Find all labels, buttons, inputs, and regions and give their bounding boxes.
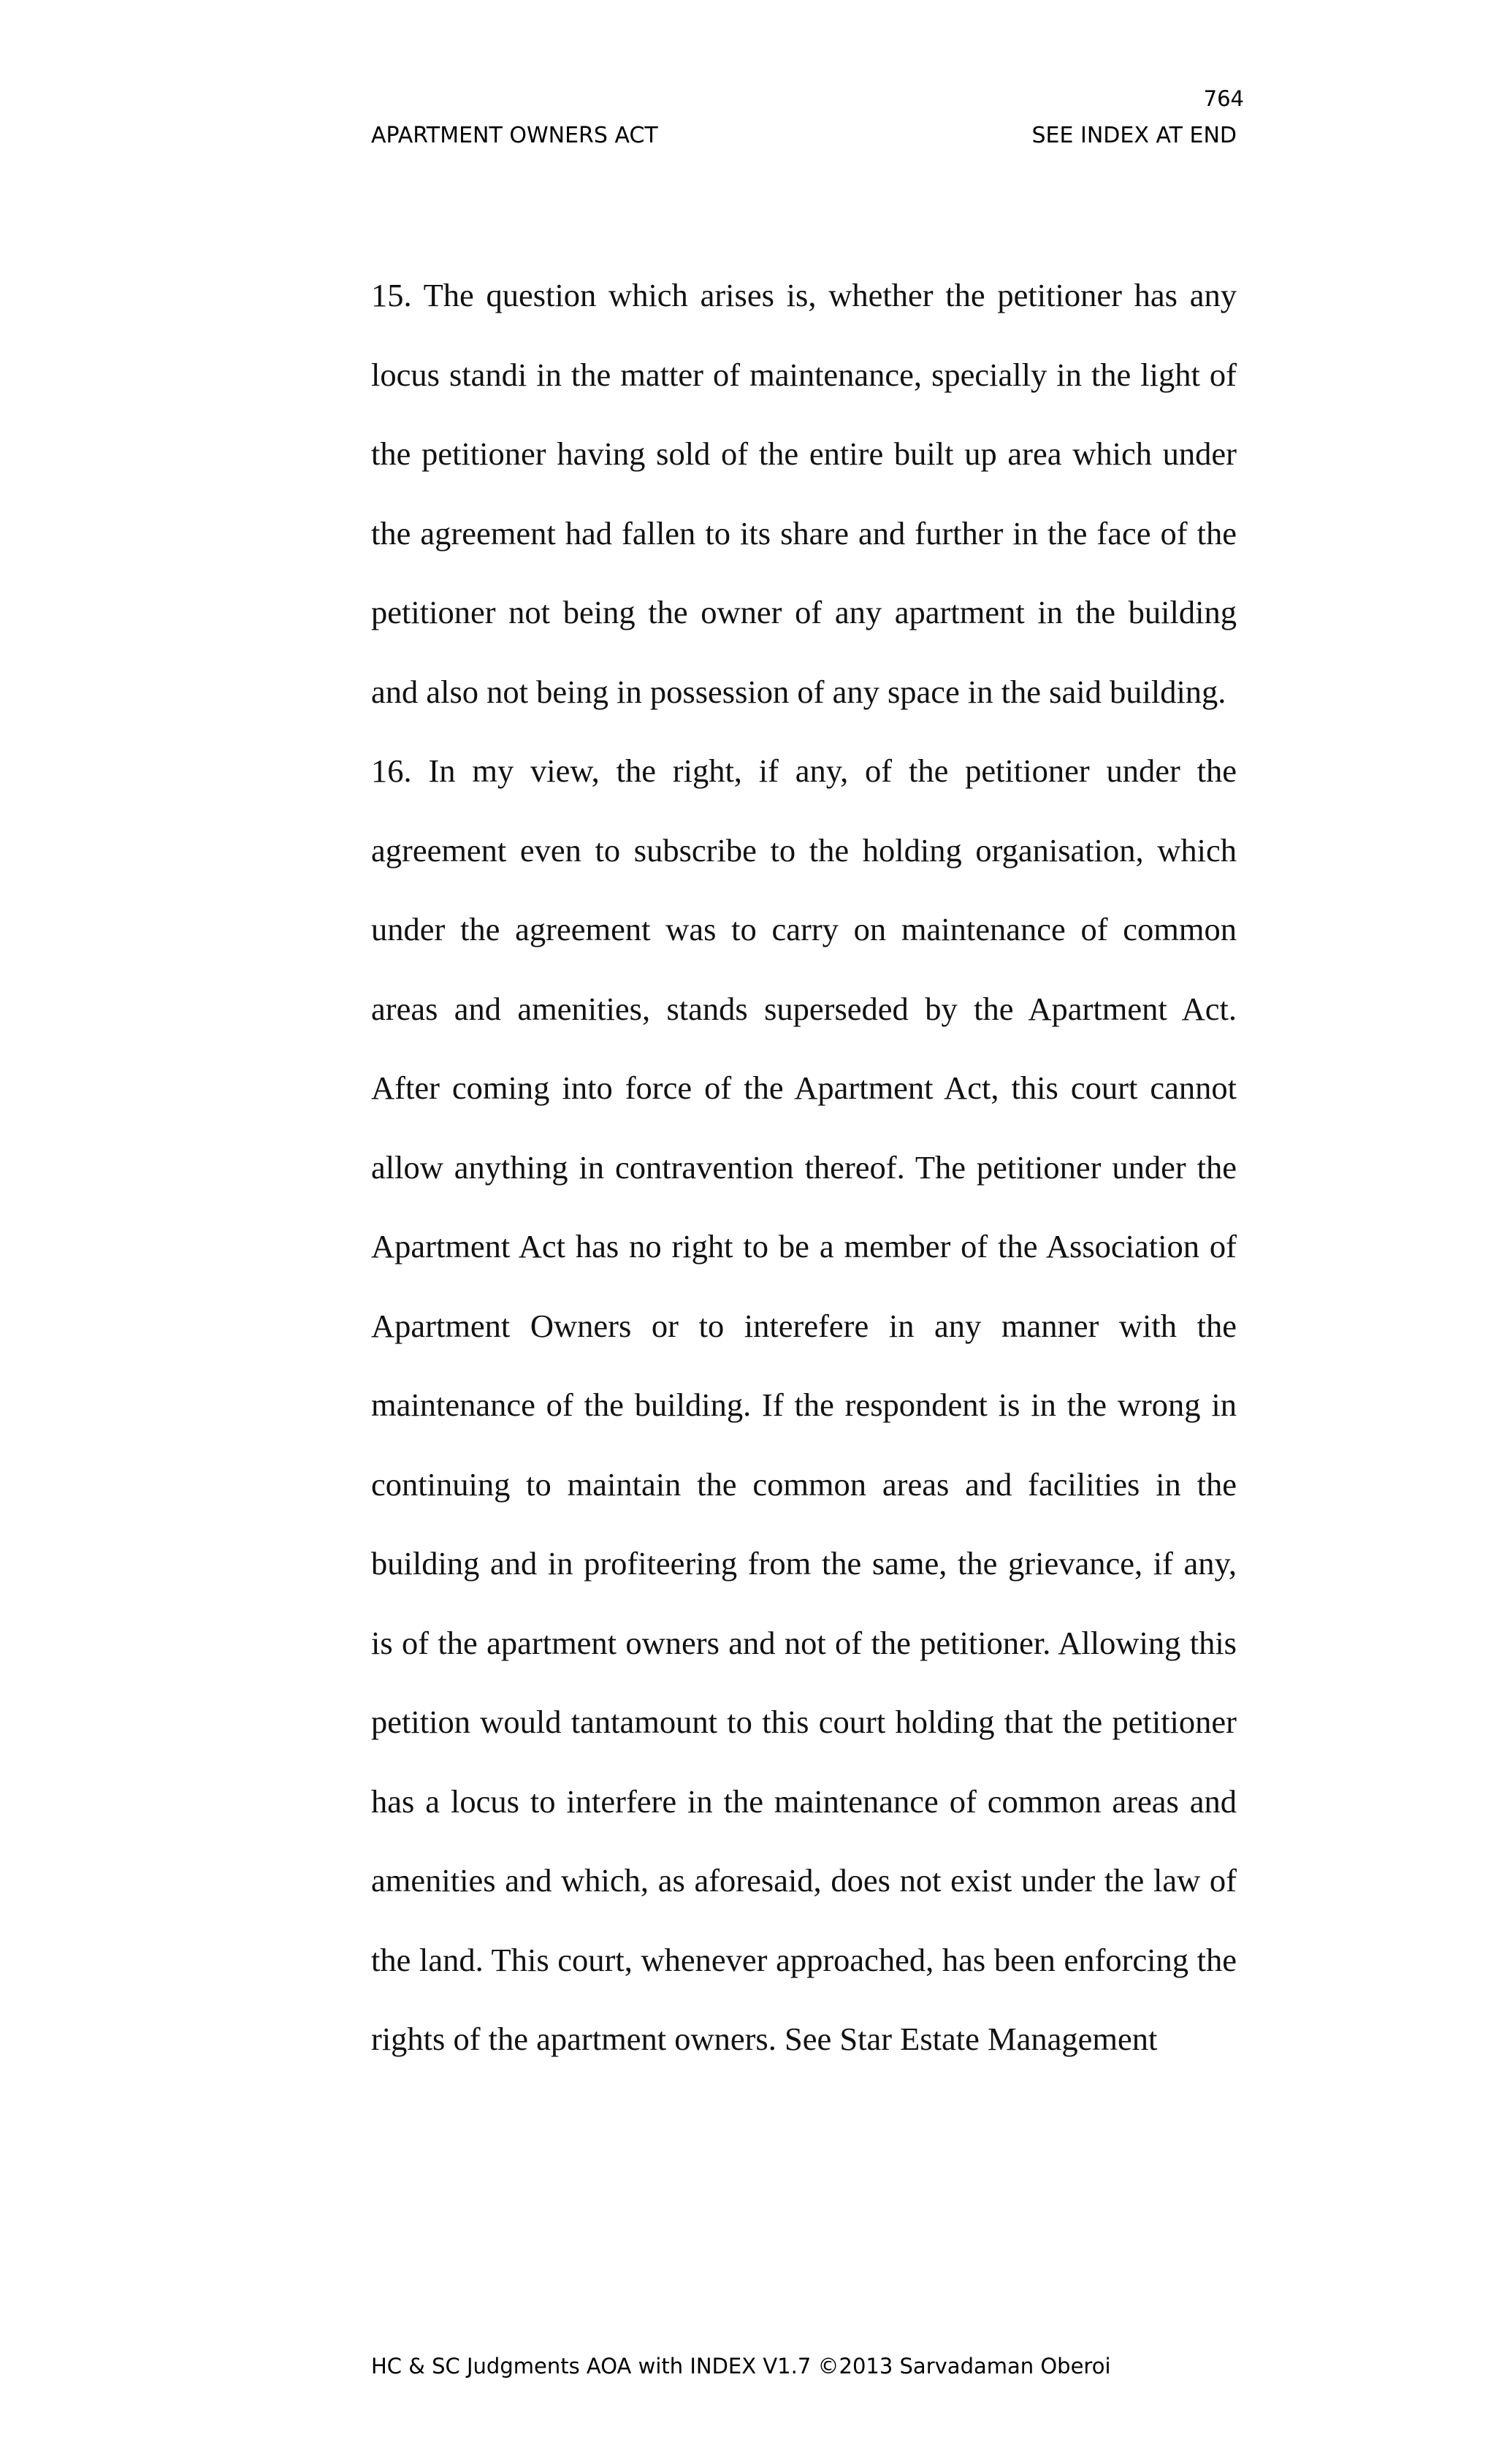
running-header	[371, 123, 1237, 148]
document-body	[371, 256, 1237, 2079]
paragraph-16: 16. In my view, the right, if any, of the petitioner under the agreement even to subscribe to the holding organisation, which under the agreement was to carry on maintenance of common areas and amenities, stands superseded by the Apartment Act. After coming into force of the Apartment Act, this court cannot allow anything in contravention thereof. The petitioner under the Apartment Act has no right to be a member of the Association of Apartment Owners or to interefere in any manner with the maintenance of the building. If the respondent is in the wrong in continuing to maintain the common areas and facilities in the building and in profiteering from the same, the grievance, if any, is of the apartment owners and not of the petitioner. Allowing this petition would tantamount to this court holding that the petitioner has a locus to interfere in the maintenance of common areas and amenities and which, as aforesaid, does not exist under the law of the land. This court, whenever approached, has been enforcing the rights of the apartment owners. See Star Estate Management	[371, 752, 1237, 2057]
footer: HC & SC Judgments AOA with INDEX V1.7 ©2013 Sarvadaman Oberoi	[371, 2354, 1111, 2379]
header-title: APARTMENT OWNERS ACT	[371, 123, 658, 148]
page-number: 764	[1203, 86, 1244, 111]
paragraph-15: 15. The question which arises is, whether the petitioner has any locus standi in the matter of maintenance, specially in the light of the petitioner having sold of the entire built up area which under the agreement had fallen to its share and further in the face of the petitioner not being the owner of any apartment in the building and also not being in possession of any space in the said building.	[371, 277, 1237, 710]
header-index-note: SEE INDEX AT END	[1031, 123, 1237, 148]
